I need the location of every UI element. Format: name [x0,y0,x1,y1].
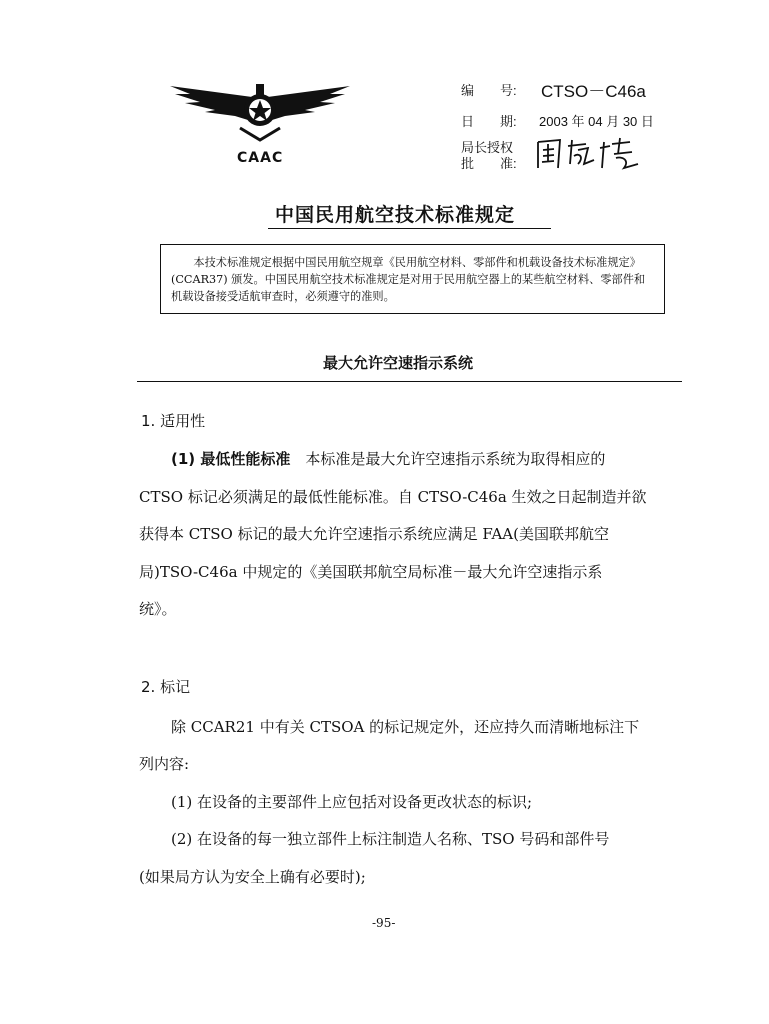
item-text: 本标准是最大允许空速指示系统为取得相应的 [290,450,606,468]
body-line: 统》。 [139,600,177,618]
subject-rule [137,381,682,382]
signature [534,134,644,174]
body-line: 列内容: [139,755,190,773]
body-line: 获得本 CTSO 标记的最大允许空速指示系统应满足 FAA(美国联邦航空 [139,525,609,543]
field-label: 局长授权 [461,140,514,155]
body-line: CTSO 标记必须满足的最低性能标准。自 CTSO-C46a 生效之日起制造并欲 [139,488,647,506]
body-line [171,448,605,469]
subject-title: 最大允许空速指示系统 [323,354,474,372]
notice-box [160,244,665,314]
wings-emblem-icon [160,78,360,148]
document-title: 中国民用航空技术标准规定 [275,204,516,226]
field-value: 2003 年 04 月 30 日 [539,114,654,129]
body-line: (2) 在设备的每一独立部件上标注制造人名称、TSO 号码和部件号 [171,830,610,848]
item-label: (1) 最低性能标准 [171,450,291,468]
body-line: (如果局方认为安全上确有必要时); [139,868,366,886]
logo-label: CAAC [237,150,284,166]
page-number: -95- [372,916,396,930]
section-heading: 2. 标记 [141,678,191,696]
field-label: 日 期: [461,114,517,129]
field-label: 编 号: [461,83,517,98]
title-underline [268,228,551,229]
body-line: (1) 在设备的主要部件上应包括对设备更改状态的标识; [171,793,533,811]
notice-text: 本技术标准规定根据中国民用航空规章《民用航空材料、零部件和机载设备技术标准规定》(CCAR37) 颁发。中国民用航空技术标准规定是对用于民用航空器上的某些航空材料、零部件和机载设备接受适航审查时，必须遵守的准则。 [171,256,646,303]
section-heading: 1. 适用性 [141,412,206,430]
body-line: 除 CCAR21 中有关 CTSOA 的标记规定外，还应持久而清晰地标注下 [171,718,640,736]
body-line: 局)TSO-C46a 中规定的《美国联邦航空局标准－最大允许空速指示系 [139,563,603,581]
field-label: 批 准: [461,156,517,171]
field-value: CTSO－C46a [541,82,646,101]
